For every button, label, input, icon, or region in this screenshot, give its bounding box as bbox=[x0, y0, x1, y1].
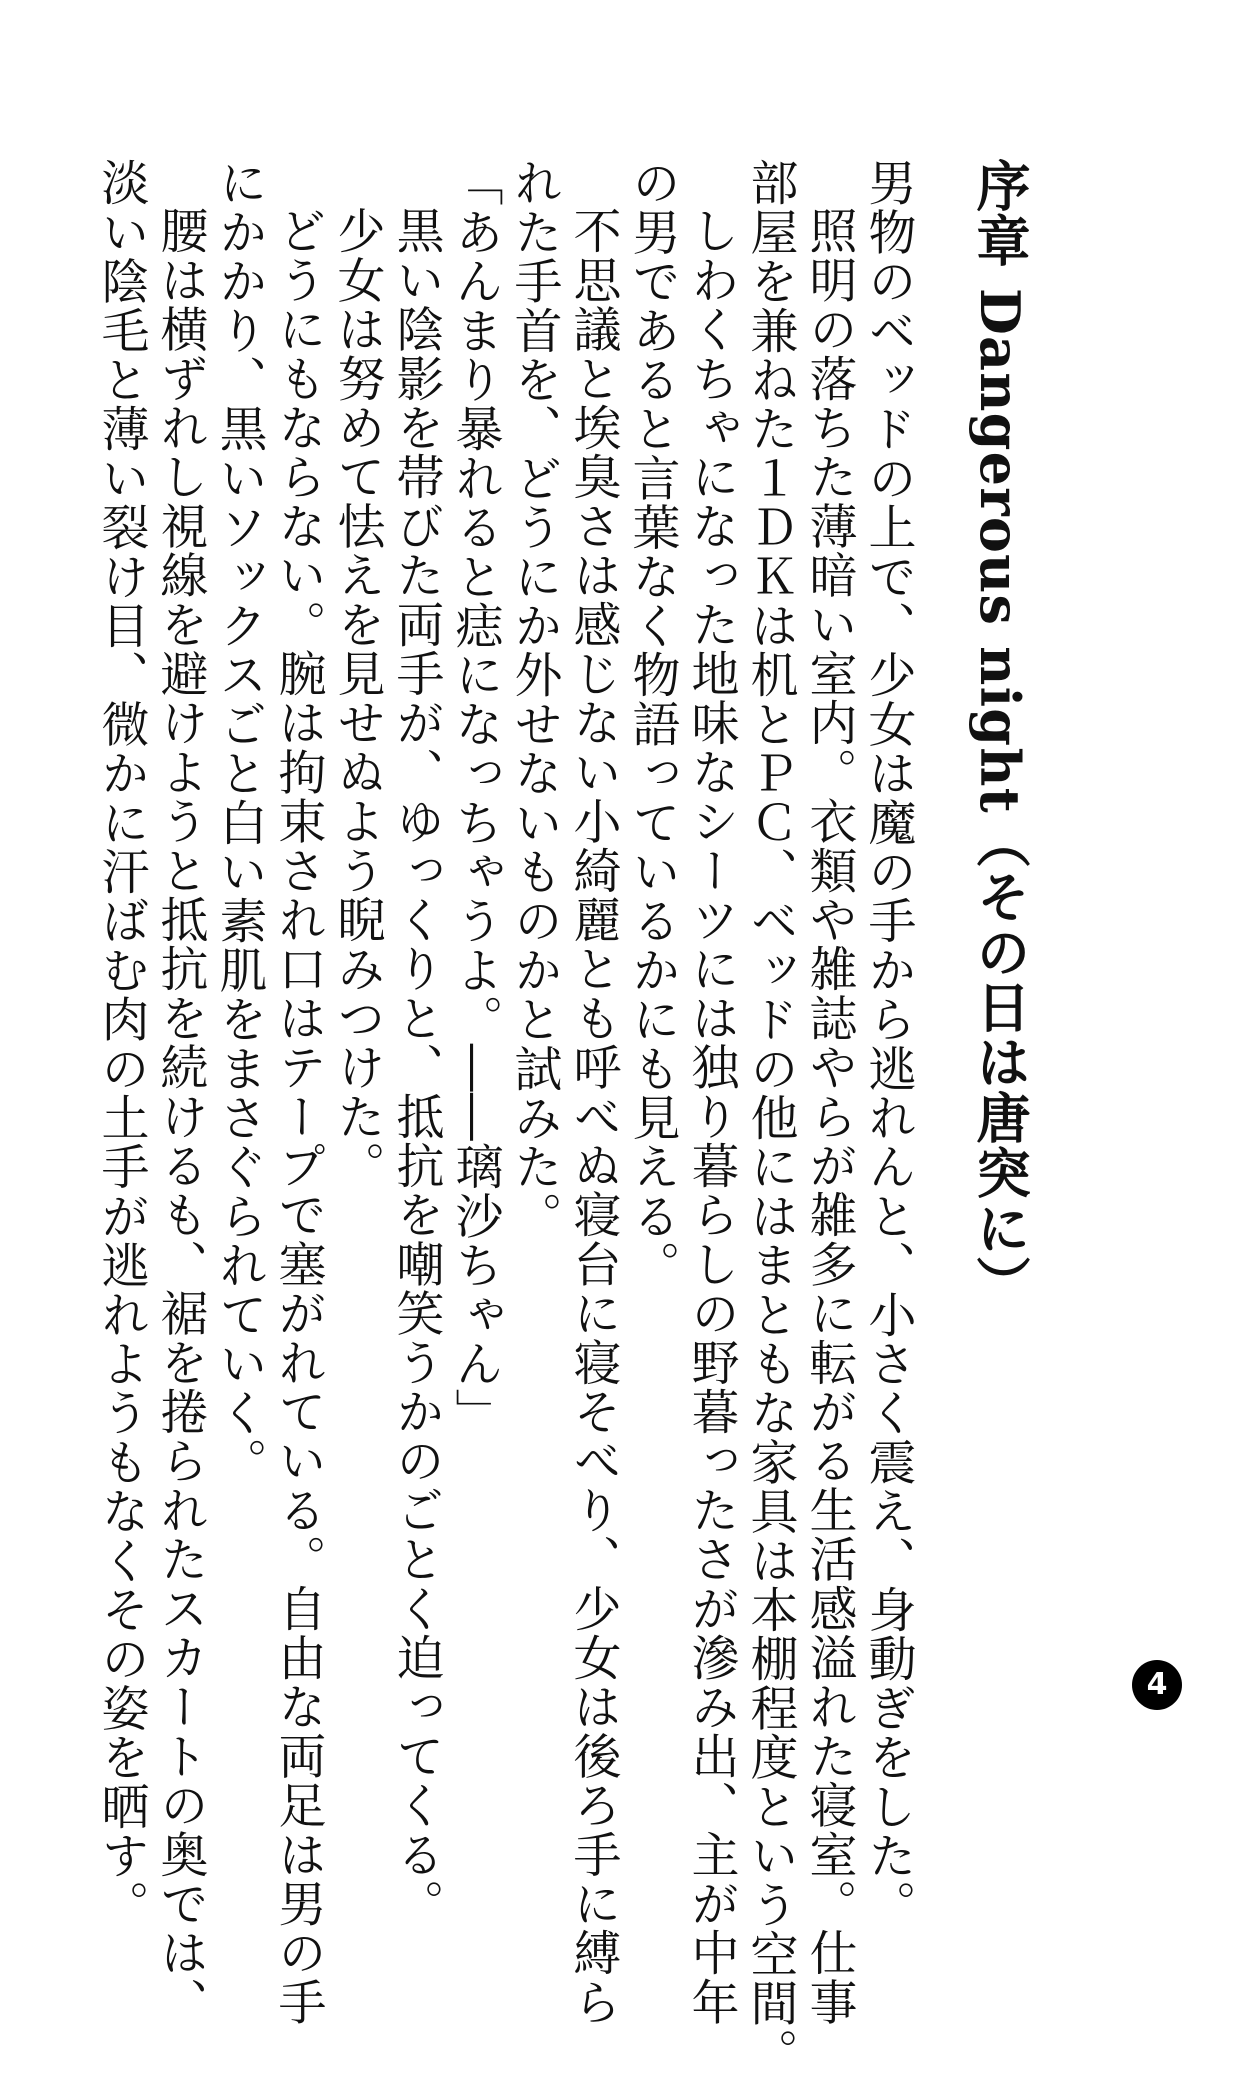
paragraph-line: 不思議と埃臭さは感じない小綺麗とも呼べぬ寝台に寝そべり、少女は後ろ手に縛ら bbox=[565, 206, 621, 2027]
paragraph-line: どうにもならない。腕は拘束され口はテープで塞がれている。自由な両足は男の手 bbox=[270, 206, 326, 2027]
paragraph-line: 部屋を兼ねた１ＤＫは机とＰＣ、ベッドの他にはまともな家具は本棚程度という空間。 bbox=[742, 158, 798, 2077]
paragraph-line: 黒い陰影を帯びた両手が、ゆっくりと、抵抗を嘲笑うかのごとく迫ってくる。 bbox=[388, 206, 444, 1928]
chapter-heading bbox=[965, 158, 1035, 1618]
dialogue-line: 「あんまり暴れると痣になっちゃうよ。――璃沙ちゃん」 bbox=[447, 158, 503, 1438]
paragraph-line: れた手首を、どうにか外せないものかと試みた。 bbox=[506, 158, 562, 1241]
vertical-text-block bbox=[91, 158, 1035, 2077]
page-number-badge: 4 bbox=[1132, 1660, 1182, 1710]
paragraph-line: 少女は努めて怯えを見せぬよう睨みつけた。 bbox=[329, 206, 385, 1190]
paragraph-line: にかかり、黒いソックスごと白い素肌をまさぐられていく。 bbox=[211, 158, 267, 1487]
paragraph-line: 照明の落ちた薄暗い室内。衣類や雑誌やらが雑多に転がる生活感溢れた寝室。仕事 bbox=[801, 206, 857, 2027]
paragraph-line: しわくちゃになった地味なシーツには独り暮らしの野暮ったさが滲み出、主が中年 bbox=[683, 206, 739, 2027]
chapter-label: 序章 bbox=[968, 158, 1032, 269]
paragraph-line: 男物のベッドの上で、少女は魔の手から逃れんと、小さく震え、身動ぎをした。 bbox=[860, 158, 916, 1930]
chapter-title: Dangerous night（その日は唐突に） bbox=[968, 288, 1032, 1312]
paragraph-line: 腰は横ずれし視線を避けようと抵抗を続けるも、裾を捲られたスカートの奥では、 bbox=[152, 206, 208, 2027]
paragraph-line: 淡い陰毛と薄い裂け目、微かに汗ばむ肉の土手が逃れようもなくその姿を晒す。 bbox=[93, 158, 149, 1930]
paragraph-line: の男であると言葉なく物語っているかにも見える。 bbox=[624, 158, 680, 1290]
